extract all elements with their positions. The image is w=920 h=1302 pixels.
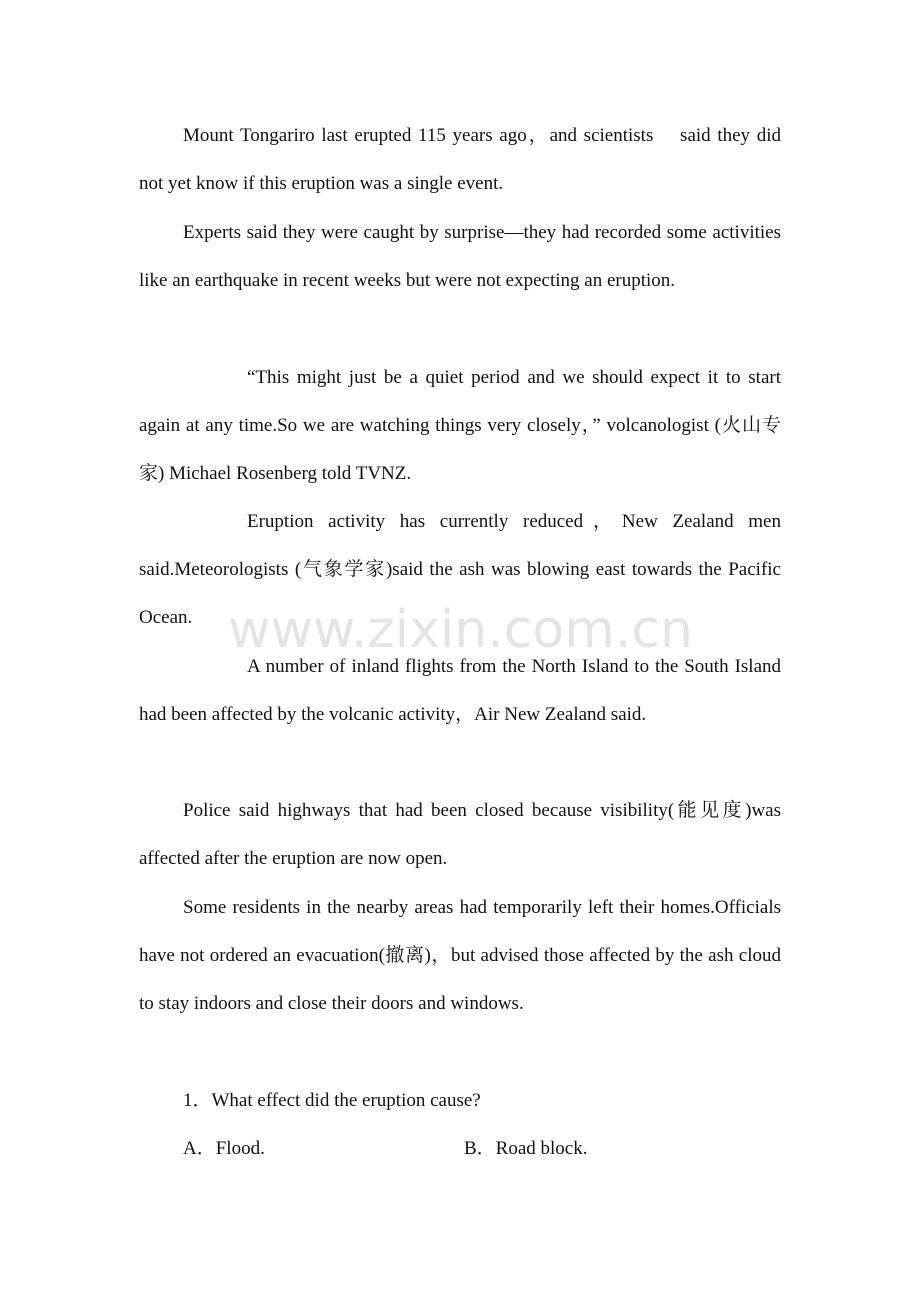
article-paragraph: “This might just be a quiet period and we should expect it to start again at any time.So we are watching things very closely，” volcanologist (火山专家) Michael Rosenberg told TVNZ.: [139, 367, 781, 485]
answer-option-a: A．Flood.: [183, 1138, 265, 1159]
watermark: www.zixin.com.cn: [228, 600, 693, 660]
article-paragraph: Some residents in the nearby areas had temporarily left their homes.Officials have not ordered an evacuation(撤离)，but advised those affected by the ash cloud to stay indoors and close their doors and windows.: [139, 897, 781, 1015]
answer-option-b: B．Road block.: [464, 1138, 588, 1159]
article-paragraph: A number of inland flights from the North Island to the South Island had been affected by the volcanic activity，Air New Zealand said.: [139, 656, 781, 726]
article-paragraph: Experts said they were caught by surprise—they had recorded some activities like an earthquake in recent weeks but were not expecting an eruption.: [139, 222, 781, 292]
article-paragraph: Mount Tongariro last erupted 115 years ago，and scientists said they did not yet know if this eruption was a single event.: [139, 125, 781, 195]
article-paragraph: Police said highways that had been closed because visibility(能见度)was affected after the eruption are now open.: [139, 800, 781, 870]
article-paragraph: Eruption activity has currently reduced，New Zealand men said.Meteorologists (气象学家)said the ash was blowing east towards the Pacific Ocean.: [139, 511, 781, 629]
question-stem: 1．What effect did the eruption cause?: [183, 1090, 481, 1111]
